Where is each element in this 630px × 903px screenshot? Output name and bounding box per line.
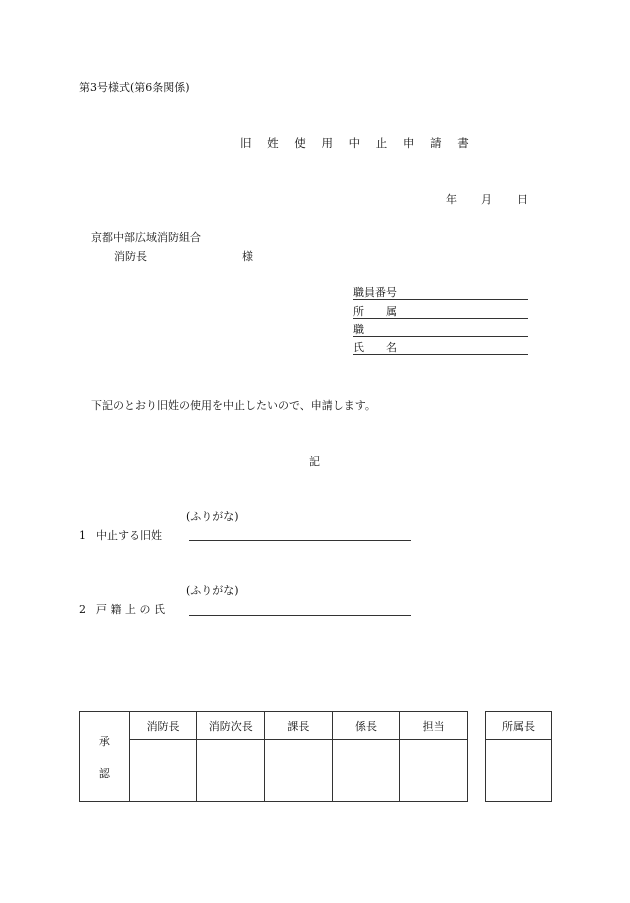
field-label: 所 属: [353, 305, 397, 318]
approval-stamp-cell[interactable]: [265, 740, 333, 802]
field-label: 氏 名: [353, 341, 397, 354]
approval-table: [79, 711, 468, 802]
date-month: 月: [481, 193, 492, 206]
approval-label-bottom: 認: [98, 766, 110, 780]
approval-header-section-chief: 課長: [265, 712, 333, 740]
field-underline: [353, 299, 528, 300]
addressee-org: 京都中部広域消防組合: [91, 231, 201, 244]
item-input-line[interactable]: [189, 540, 411, 541]
ki-heading: 記: [309, 455, 320, 468]
item-furigana: (ふりがな): [186, 510, 239, 523]
field-underline: [353, 336, 528, 337]
field-underline: [353, 354, 528, 355]
form-number: 第3号様式(第6条関係): [79, 81, 190, 94]
approval-stamp-cell[interactable]: [332, 740, 400, 802]
date-year: 年: [446, 193, 457, 206]
field-underline: [353, 318, 528, 319]
field-label: 職員番号: [353, 286, 397, 299]
page-title: 旧 姓 使 用 中 止 申 請 書: [240, 136, 475, 150]
approval-header-staff: 担当: [400, 712, 468, 740]
addressee-role: 消防長: [114, 250, 147, 263]
approval-header-fire-chief: 消防長: [129, 712, 197, 740]
item-label: 戸 籍 上 の 氏: [96, 603, 165, 616]
approval-stamp-cell[interactable]: [486, 740, 552, 802]
approval-label-cell: [80, 712, 130, 802]
approval-stamp-cell[interactable]: [197, 740, 265, 802]
addressee-honorific: 様: [242, 250, 253, 263]
item-number: 1: [79, 529, 86, 542]
approval-header-deputy-chief: 消防次長: [197, 712, 265, 740]
approval-stamp-cell[interactable]: [400, 740, 468, 802]
statement: 下記のとおり旧姓の使用を中止したいので、申請します。: [91, 399, 376, 412]
item-label: 中止する旧姓: [96, 529, 162, 542]
department-head-table: [485, 711, 552, 802]
item-input-line[interactable]: [189, 615, 411, 616]
item-furigana: (ふりがな): [186, 584, 239, 597]
field-label: 職: [353, 323, 364, 336]
approval-stamp-cell[interactable]: [129, 740, 197, 802]
item-number: 2: [79, 603, 86, 616]
approval-label-top: 承: [98, 734, 110, 748]
approval-header-department-head: 所属長: [486, 712, 552, 740]
approval-header-unit-chief: 係長: [332, 712, 400, 740]
date-day: 日: [517, 193, 528, 206]
